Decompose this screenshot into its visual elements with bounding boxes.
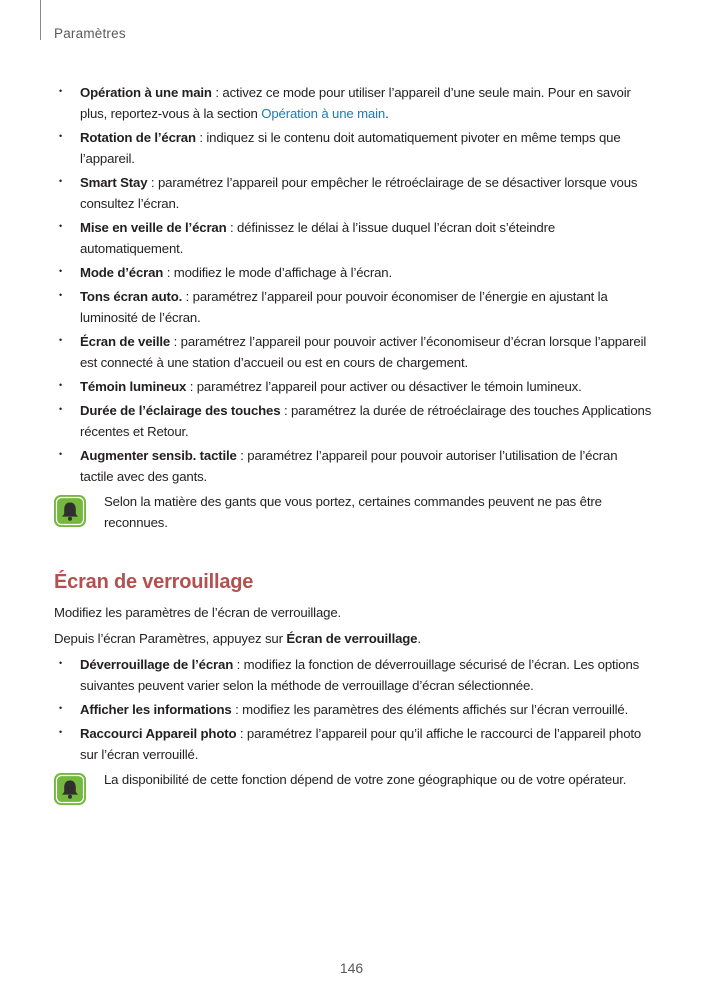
list-item: • Rotation de l’écran : indiquez si le contenu doit automatiquement pivoter en même temps que l’appareil. bbox=[54, 127, 654, 169]
section-link[interactable]: Opération à une main bbox=[261, 106, 386, 121]
note-text: Selon la matière des gants que vous portez, certaines commandes peuvent ne pas être reconnues. bbox=[104, 494, 602, 530]
list-item: • Déverrouillage de l’écran : modifiez la fonction de déverrouillage sécurisé de l’écran. Les options suivantes peuvent varier selon la méthode de verrouillage d’écran sélectionnée. bbox=[54, 654, 654, 696]
bell-icon bbox=[54, 495, 86, 527]
list-item: • Tons écran auto. : paramétrez l’appareil pour pouvoir économiser de l’énergie en ajustant la luminosité de l’écran. bbox=[54, 286, 654, 328]
display-settings-list bbox=[54, 82, 654, 487]
list-item: • Raccourci Appareil photo : paramétrez l’appareil pour qu’il affiche le raccourci de l’appareil photo sur l’écran verrouillé. bbox=[54, 723, 654, 765]
list-item: • Smart Stay : paramétrez l’appareil pour empêcher le rétroéclairage de se désactiver lorsque vous consultez l’écran. bbox=[54, 172, 654, 214]
list-item: • Durée de l’éclairage des touches : paramétrez la durée de rétroéclairage des touches Applications récentes et Retour. bbox=[54, 400, 654, 442]
list-item: • Afficher les informations : modifiez les paramètres des éléments affichés sur l’écran verrouillé. bbox=[54, 699, 654, 720]
list-item: • Témoin lumineux : paramétrez l’appareil pour activer ou désactiver le témoin lumineux. bbox=[54, 376, 654, 397]
section-title: Écran de verrouillage bbox=[54, 571, 254, 593]
section-path: Depuis l’écran Paramètres, appuyez sur Écran de verrouillage. bbox=[54, 631, 421, 646]
page-content bbox=[54, 82, 654, 809]
section-intro: Modifiez les paramètres de l’écran de verrouillage. bbox=[54, 605, 342, 620]
note-gloves bbox=[54, 491, 654, 533]
note-text: La disponibilité de cette fonction dépend de votre zone géographique ou de votre opérateur. bbox=[104, 772, 627, 787]
page-header: Paramètres bbox=[54, 26, 126, 41]
note-availability bbox=[54, 769, 654, 809]
list-item: • Mode d’écran : modifiez le mode d’affichage à l’écran. bbox=[54, 262, 654, 283]
list-item: • Écran de veille : paramétrez l’appareil pour pouvoir activer l’économiseur d’écran lorsque l’appareil est connecté à une station d’accueil ou est en cours de chargement. bbox=[54, 331, 654, 373]
bell-icon bbox=[54, 773, 86, 805]
lockscreen-settings-list bbox=[54, 654, 654, 765]
list-item: • Mise en veille de l’écran : définissez le délai à l’issue duquel l’écran doit s’éteindre automatiquement. bbox=[54, 217, 654, 259]
page-number: 146 bbox=[339, 960, 364, 976]
list-item: • Opération à une main : activez ce mode pour utiliser l’appareil d’une seule main. Pour en savoir plus, reportez-vous à la section Opération à une main. bbox=[54, 82, 654, 124]
header-rule bbox=[40, 0, 41, 40]
list-item: • Augmenter sensib. tactile : paramétrez l’appareil pour pouvoir autoriser l’utilisation de l’écran tactile avec des gants. bbox=[54, 445, 654, 487]
